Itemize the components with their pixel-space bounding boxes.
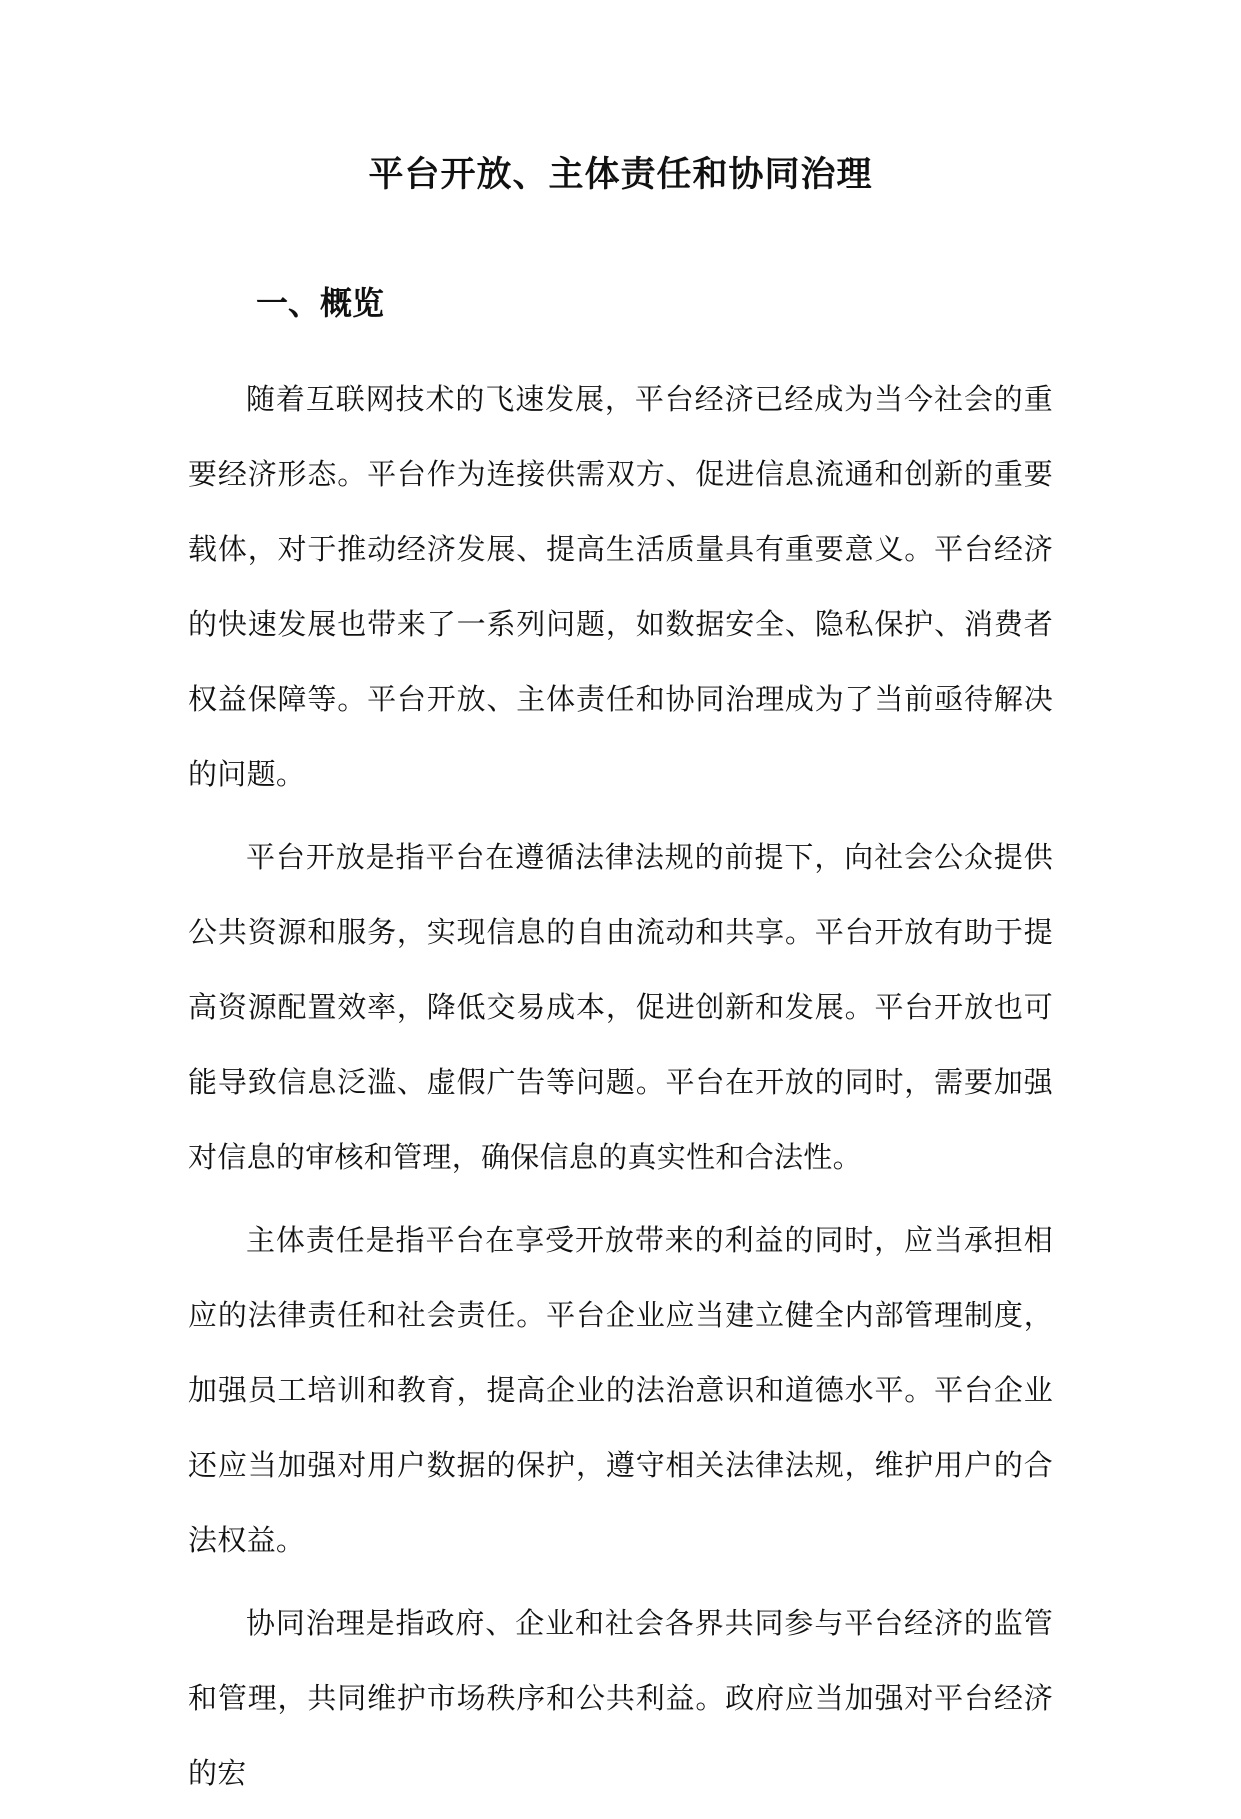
paragraph-platform-openness: 平台开放是指平台在遵循法律法规的前提下，向社会公众提供公共资源和服务，实现信息的自由流动和共享。平台开放有助于提高资源配置效率，降低交易成本，促进创新和发展。平台开放也可能导致信息泛滥、虚假广告等问题。平台在开放的同时，需要加强对信息的审核和管理，确保信息的真实性和合法性。 bbox=[188, 840, 1053, 1174]
section-heading: 一、概览 bbox=[256, 284, 385, 322]
paragraph-overview: 随着互联网技术的飞速发展，平台经济已经成为当今社会的重要经济形态。平台作为连接供需双方、促进信息流通和创新的重要载体，对于推动经济发展、提高生活质量具有重要意义。平台经济的快速发展也带来了一系列问题，如数据安全、隐私保护、消费者权益保障等。平台开放、主体责任和协同治理成为了当前亟待解决的问题。 bbox=[188, 382, 1053, 791]
paragraph-collaborative-governance: 协同治理是指政府、企业和社会各界共同参与平台经济的监管和管理，共同维护市场秩序和公共利益。政府应当加强对平台经济的宏 bbox=[188, 1606, 1053, 1790]
paragraph-primary-responsibility: 主体责任是指平台在享受开放带来的利益的同时，应当承担相应的法律责任和社会责任。平台企业应当建立健全内部管理制度，加强员工培训和教育，提高企业的法治意识和道德水平。平台企业还应当加强对用户数据的保护，遵守相关法律法规，维护用户的合法权益。 bbox=[188, 1223, 1053, 1557]
document-title: 平台开放、主体责任和协同治理 bbox=[368, 154, 873, 195]
document-body bbox=[188, 362, 1053, 1819]
